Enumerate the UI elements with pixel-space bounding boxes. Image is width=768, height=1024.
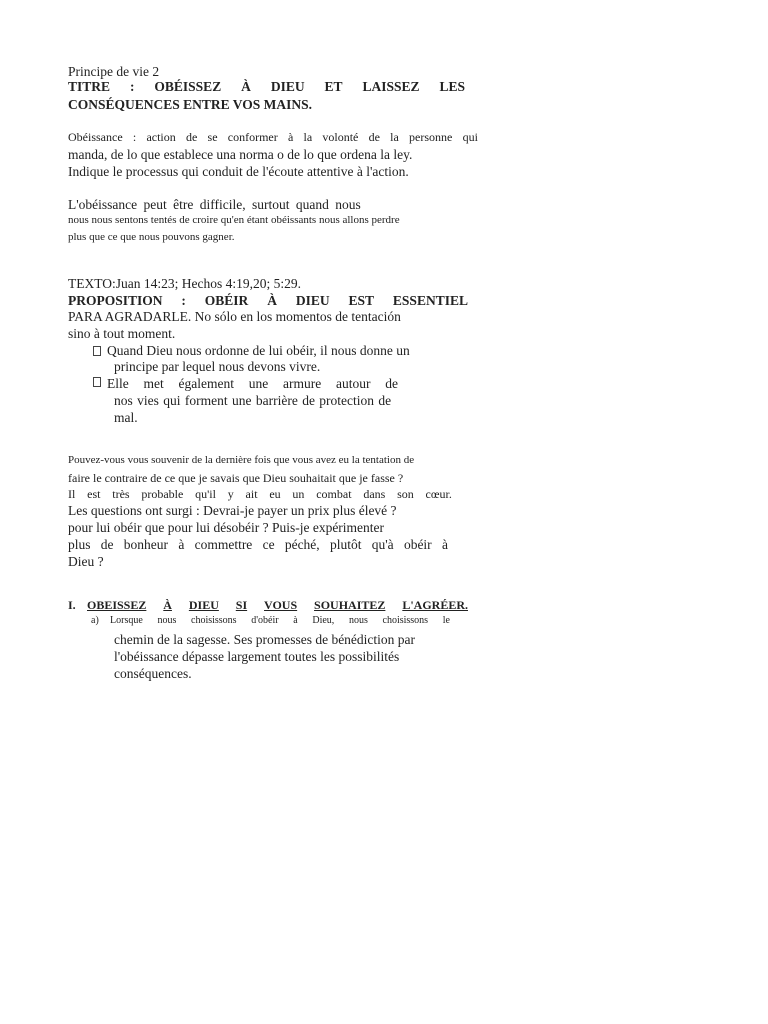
word: : — [129, 79, 135, 94]
word: le — [442, 615, 450, 626]
word: de — [185, 130, 198, 144]
word: plus — [68, 537, 91, 552]
word: LAISSEZ — [362, 79, 420, 94]
bullet-box-icon — [93, 346, 101, 356]
item-line-4: conséquences. — [114, 666, 192, 681]
word: nous — [157, 615, 177, 626]
item-line-2: chemin de la sagesse. Ses promesses de bénédiction par — [114, 632, 416, 647]
word: ET — [324, 79, 343, 94]
word: met — [143, 376, 164, 391]
word: Obéissance — [68, 130, 123, 144]
word: cœur. — [425, 487, 452, 501]
word: très — [112, 487, 130, 501]
title-line-1 — [68, 80, 465, 94]
bullet-2-continuation-1: nos vies qui forment une barrière de protection de — [114, 393, 392, 408]
word: ait — [245, 487, 258, 501]
bullet-1-continuation: principe par lequel nous devons vivre. — [114, 359, 321, 374]
questions-line-6 — [68, 538, 448, 552]
questions-line-1: Pouvez-vous vous souvenir de la dernière fois que vous avez eu la tentation de — [68, 454, 415, 466]
word: À — [163, 598, 172, 612]
word: OBEISSEZ — [87, 598, 147, 612]
word: y — [227, 487, 234, 501]
word: se — [207, 130, 218, 144]
word: qui — [462, 130, 478, 144]
word: plutôt — [329, 537, 362, 552]
word: Elle — [107, 376, 129, 391]
word: SI — [235, 598, 248, 612]
word: d'obéir — [251, 615, 279, 626]
definition-line-3: Indique le processus qui conduit de l'écoute attentive à l'action. — [68, 164, 409, 179]
difficulty-line-3: plus que ce que nous pouvons gagner. — [68, 231, 235, 243]
word: DIEU — [270, 79, 305, 94]
word: également — [178, 376, 234, 391]
word: personne — [409, 130, 453, 144]
proposition-line-2: PARA AGRADARLE. No sólo en los momentos de tentación — [68, 309, 401, 324]
bullet-2-text — [107, 377, 398, 391]
difficulty-line-1: L'obéissance peut être difficile, surtout quand nous — [68, 197, 361, 212]
word: LES — [439, 79, 465, 94]
word: volonté — [322, 130, 359, 144]
word: péché, — [284, 537, 320, 552]
word: VOUS — [264, 598, 298, 612]
word: de — [368, 130, 380, 144]
word: TITRE — [68, 79, 111, 94]
word: choisissons — [191, 615, 237, 626]
word: de — [385, 376, 398, 391]
word: est — [87, 487, 101, 501]
word: À — [267, 293, 277, 308]
word: la — [390, 130, 399, 144]
word: Il — [68, 487, 76, 501]
questions-line-3 — [68, 488, 452, 500]
word: L'AGRÉER. — [402, 598, 468, 612]
word: armure — [282, 376, 322, 391]
word: OBÉISSEZ — [154, 79, 222, 94]
section-heading — [87, 599, 468, 611]
bullet-item-1 — [93, 344, 410, 358]
word: action — [146, 130, 176, 144]
word: choisissons — [382, 615, 429, 626]
word: OBÉIR — [204, 293, 249, 308]
bullet-box-icon — [93, 377, 101, 387]
word: à — [293, 615, 298, 626]
word: DIEU — [295, 293, 330, 308]
word: : — [181, 293, 186, 308]
word: obéir — [403, 537, 432, 552]
definition-line-2: manda, de lo que establece una norma o de lo que ordena la ley. — [68, 147, 413, 162]
item-line-1 — [110, 616, 450, 626]
word: autour — [335, 376, 371, 391]
life-principle-label: Principe de vie 2 — [68, 64, 160, 79]
word: EST — [348, 293, 375, 308]
definition-line-1 — [68, 131, 478, 143]
questions-line-5: pour lui obéir que pour lui désobéir ? Puis-je expérimenter — [68, 520, 385, 535]
word: SOUHAITEZ — [314, 598, 386, 612]
item-marker: a) — [91, 615, 99, 626]
scripture-reference: TEXTO:Juan 14:23; Hechos 4:19,20; 5:29. — [68, 276, 301, 291]
word: conformer — [227, 130, 278, 144]
proposition-line-1 — [68, 294, 468, 308]
word: ESSENTIEL — [392, 293, 468, 308]
word: À — [241, 79, 251, 94]
word: la — [303, 130, 313, 144]
word: eu — [269, 487, 281, 501]
word: dans — [363, 487, 386, 501]
word: PROPOSITION — [68, 293, 163, 308]
bullet-2-continuation-2: mal. — [114, 410, 138, 425]
word: de — [100, 537, 114, 552]
word: DIEU — [188, 598, 219, 612]
word: combat — [316, 487, 352, 501]
word: son — [397, 487, 414, 501]
title-line-2: CONSÉQUENCES ENTRE VOS MAINS. — [68, 97, 313, 112]
difficulty-line-2: nous nous sentons tentés de croire qu'en étant obéissants nous allons perdre — [68, 214, 400, 226]
word: qu'il — [195, 487, 216, 501]
word: Lorsque — [110, 615, 143, 626]
word: à — [178, 537, 185, 552]
questions-line-2: faire le contraire de ce que je savais que Dieu souhaitait que je fasse ? — [68, 471, 404, 485]
word: probable — [141, 487, 184, 501]
questions-line-4: Les questions ont surgi : Devrai-je payer un prix plus élevé ? — [68, 503, 397, 518]
questions-line-7: Dieu ? — [68, 554, 104, 569]
bullet-item-2 — [93, 377, 398, 391]
proposition-line-3: sino à tout moment. — [68, 326, 176, 341]
bullet-1-text: Quand Dieu nous ordonne de lui obéir, il nous donne un — [107, 343, 410, 358]
word: un — [292, 487, 305, 501]
word: qu'à — [371, 537, 394, 552]
word: à — [441, 537, 448, 552]
word: ce — [262, 537, 275, 552]
word: une — [248, 376, 269, 391]
word: bonheur — [123, 537, 169, 552]
word: à — [287, 130, 294, 144]
section-numeral: I. — [68, 598, 76, 612]
word: commettre — [194, 537, 253, 552]
word: nous — [348, 615, 368, 626]
item-line-3: l'obéissance dépasse largement toutes les possibilités — [114, 649, 400, 664]
word: Dieu, — [312, 615, 335, 626]
word: : — [132, 130, 137, 144]
